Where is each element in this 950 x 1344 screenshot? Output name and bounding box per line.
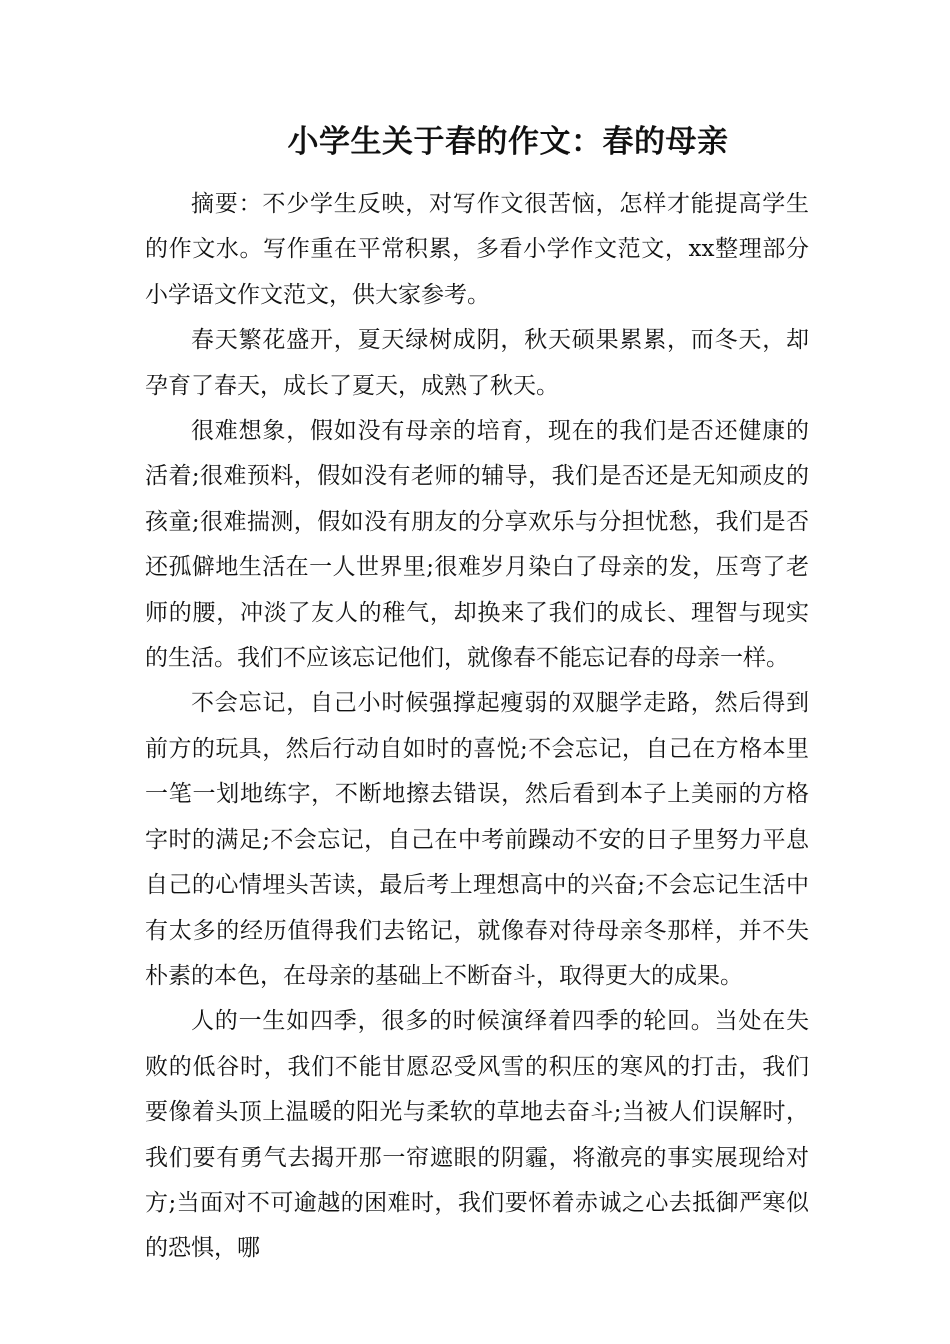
document-title: 小学生关于春的作文：春的母亲 bbox=[287, 124, 729, 160]
paragraph-abstract: 摘要：不少学生反映，对写作文很苦恼，怎样才能提高学生的作文水。写作重在平常积累，多看小学作文范文，xx整理部分小学语文作文范文，供大家参考。 bbox=[145, 191, 809, 308]
document-body bbox=[145, 182, 809, 1272]
paragraph-gratitude: 很难想象，假如没有母亲的培育，现在的我们是否还健康的活着;很难预料，假如没有老师的辅导，我们是否还是无知顽皮的孩童;很难揣测，假如没有朋友的分享欢乐与分担忧愁，我们是否还孤僻地生活在一人世界里;很难岁月染白了母亲的发，压弯了老师的腰，冲淡了友人的稚气，却换来了我们的成长、理智与现实的生活。我们不应该忘记他们，就像春不能忘记春的母亲一样。 bbox=[145, 418, 809, 672]
paragraph-life-seasons: 人的一生如四季，很多的时候演绎着四季的轮回。当处在失败的低谷时，我们不能甘愿忍受风雪的积压的寒风的打击，我们要像着头顶上温暖的阳光与柔软的草地去奋斗;当被人们误解时，我们要有勇气去揭开那一帘遮眼的阴霾，将澈亮的事实展现给对方;当面对不可逾越的困难时，我们要怀着赤诚之心去抵御严寒似的恐惧，哪 bbox=[145, 1008, 809, 1262]
paragraph-seasons: 春天繁花盛开，夏天绿树成阴，秋天硕果累累，而冬天，却孕育了春天，成长了夏天，成熟了秋天。 bbox=[145, 327, 809, 399]
paragraph-memories: 不会忘记，自己小时候强撑起瘦弱的双腿学走路，然后得到前方的玩具，然后行动自如时的喜悦;不会忘记，自己在方格本里一笔一划地练字，不断地擦去错误，然后看到本子上美丽的方格字时的满足;不会忘记，自己在中考前躁动不安的日子里努力平息自己的心情埋头苦读，最后考上理想高中的兴奋;不会忘记生活中有太多的经历值得我们去铭记，就像春对待母亲冬那样，并不失朴素的本色，在母亲的基础上不断奋斗，取得更大的成果。 bbox=[145, 690, 809, 989]
